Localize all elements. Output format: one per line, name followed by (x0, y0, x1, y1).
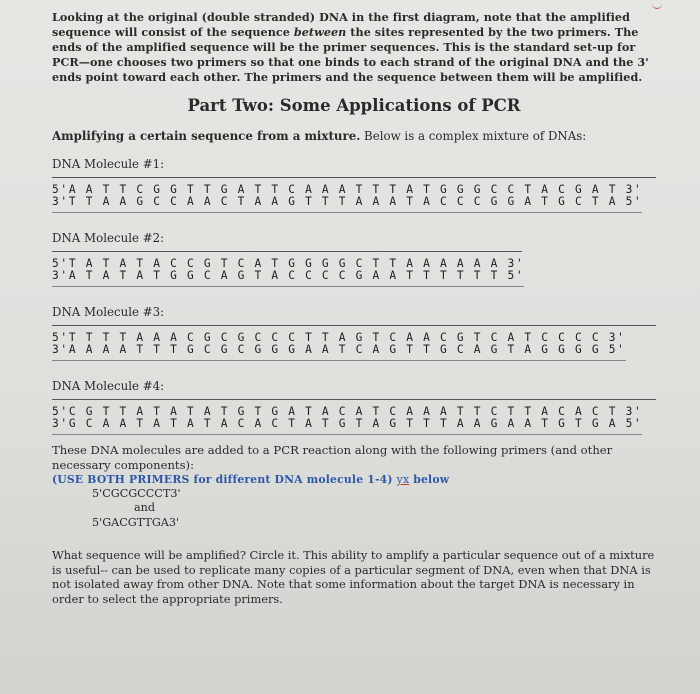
handwritten-instruction (52, 473, 656, 486)
intro-text-2: the sites represented by the two primers. The ends of the amplified sequence will be the primer sequences. This is the standard set-up for PCR—one chooses two primers so that one binds to each strand of the original DNA and the 3' ends point toward each other. The primers and the sequence between them will be amplified. (52, 25, 649, 84)
sequence-block (52, 406, 642, 435)
molecule-label: DNA Molecule #4: (52, 379, 165, 393)
divider (52, 177, 656, 178)
primers-intro: These DNA molecules are added to a PCR reaction along with the following primers (and other necessary components): (52, 443, 613, 472)
question-paragraph: What sequence will be amplified? Circle it. This ability to amplify a particular sequence out of a mixture is useful-- can be used to replicate many copies of a particular segment of DNA, even when that DNA is not isolated away from other DNA. Note that some information about the target DNA is necessary in order to select the appropriate primers. (52, 548, 655, 606)
top-strand: 5'T A T A T A C C G T C A T G G G G C T T A A A A A A 3' (52, 257, 525, 270)
intro-paragraph (52, 10, 656, 85)
bottom-strand: 3'A T A T A T G G C A G T A C C C C G A A T T T T T T 5' (52, 269, 525, 282)
molecule-label: DNA Molecule #2: (52, 231, 165, 245)
primer-2: 5'GACGTTGA3' (92, 516, 180, 529)
molecule-label: DNA Molecule #1: (52, 157, 165, 171)
sequence-block (52, 258, 524, 287)
top-strand: 5'A A T T C G G T T G A T T C A A A T T T A T G G G C C T A C G A T 3' (52, 183, 643, 196)
dna-molecule-2 (52, 231, 656, 287)
instruction-main: (USE BOTH PRIMERS for different DNA molecule 1-4) (52, 473, 397, 486)
divider (52, 325, 656, 326)
instruction-end: below (409, 473, 450, 486)
dna-molecule-3 (52, 305, 656, 361)
sequence-block (52, 332, 626, 361)
bottom-strand: 3'A A A A T T T G C G C G G G A A T C A G T T G C A G T A G G G G 5' (52, 343, 626, 356)
instruction-yx: yx (396, 473, 410, 486)
divider (52, 251, 522, 252)
top-strand: 5'T T T T A A A C G C G C C C T T A G T C A A C G T C A T C C C C 3' (52, 331, 626, 344)
pen-mark (652, 2, 662, 9)
molecule-label: DNA Molecule #3: (52, 305, 165, 319)
divider (52, 399, 656, 400)
subheading (52, 129, 656, 143)
bottom-strand: 3'T T A A G C C A A C T A A G T T T A A A T A C C C G G A T G C T A 5' (52, 195, 643, 208)
sequence-block (52, 184, 642, 213)
subheading-rest: Below is a complex mixture of DNAs: (360, 129, 587, 143)
and-text: and (134, 501, 156, 514)
intro-emphasis: between (293, 25, 347, 39)
dna-molecule-1 (52, 157, 656, 213)
dna-molecule-4 (52, 379, 656, 435)
subheading-bold: Amplifying a certain sequence from a mixture. (52, 129, 361, 143)
intro-text-1: Looking at the original (double stranded) DNA in the first diagram, note that the amplified sequence will consist of the sequence (52, 10, 630, 39)
top-strand: 5'C G T T A T A T A T G T G A T A C A T C A A A T T C T T A C A C T 3' (52, 405, 643, 418)
primer-1: 5'CGCGCCCT3' (92, 487, 181, 500)
section-heading: Part Two: Some Applications of PCR (187, 96, 521, 115)
bottom-strand: 3'G C A A T A T A T A C A C T A T G T A G T T T A A G A A T G T G A 5' (52, 417, 643, 430)
